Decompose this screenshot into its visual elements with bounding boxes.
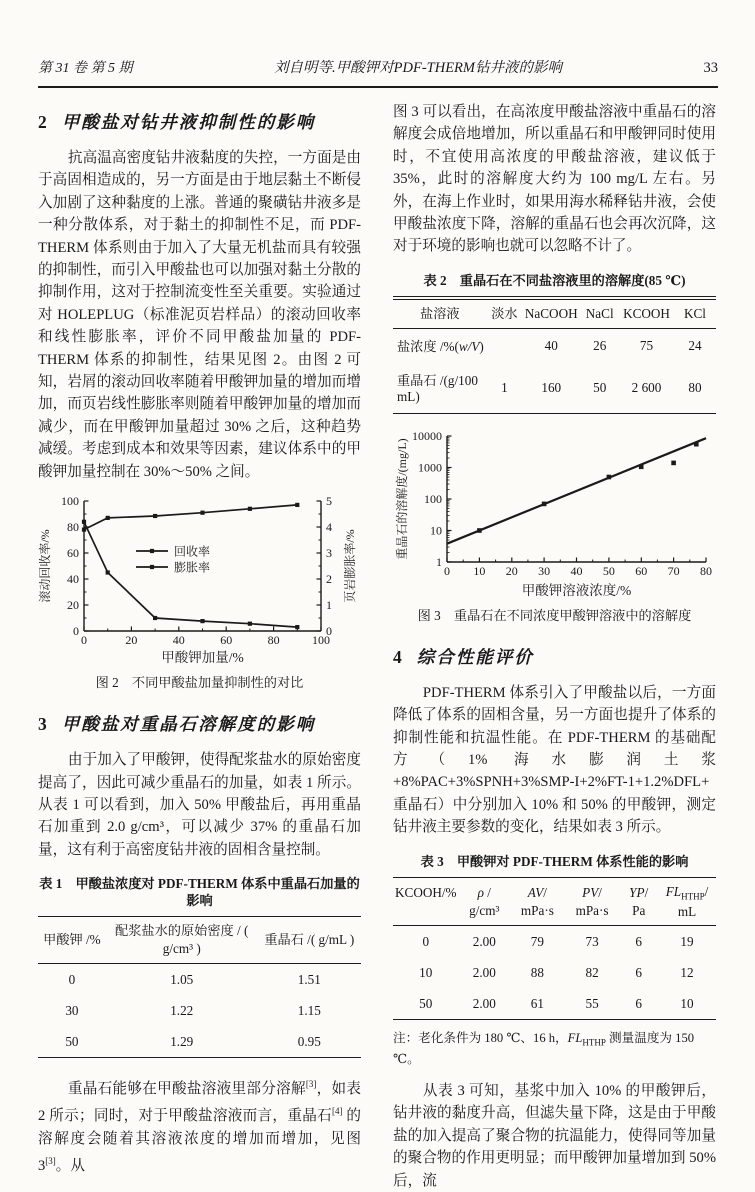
section-4-number: 4 bbox=[393, 646, 402, 667]
svg-text:10: 10 bbox=[430, 523, 442, 538]
svg-text:80: 80 bbox=[700, 563, 712, 578]
svg-text:20: 20 bbox=[505, 563, 518, 578]
svg-text:60: 60 bbox=[220, 633, 233, 648]
section-3-paragraph-2: 重晶石能够在甲酸盐溶液里部分溶解[3]，如表 2 所示；同时，对于甲酸盐溶液而言，重晶石[4] 的溶解度会随着其溶液浓度的增加而增加，见图 3[3]。从 bbox=[38, 1079, 361, 1174]
figure-3-caption: 图 3 重晶石在不同浓度甲酸钾溶液中的溶解度 bbox=[417, 607, 692, 623]
svg-text:80: 80 bbox=[67, 520, 79, 535]
svg-text:10000: 10000 bbox=[412, 428, 442, 443]
svg-text:1000: 1000 bbox=[418, 460, 442, 475]
svg-text:80: 80 bbox=[267, 633, 280, 648]
svg-text:0: 0 bbox=[326, 624, 332, 639]
right-column bbox=[393, 101, 716, 1192]
svg-text:1: 1 bbox=[436, 554, 442, 569]
svg-text:10: 10 bbox=[473, 563, 486, 578]
two-column-body bbox=[38, 101, 718, 1192]
table-2-caption: 表 2 重晶石在不同盐溶液里的溶解度(85 ℃) bbox=[423, 272, 686, 288]
svg-text:4: 4 bbox=[326, 520, 332, 535]
svg-text:1: 1 bbox=[326, 598, 332, 613]
section-3-number: 3 bbox=[38, 714, 47, 735]
section-3-title: 甲酸盐对重晶石溶解度的影响 bbox=[61, 714, 316, 735]
section-2-paragraph: 抗高温高密度钻井液黏度的失控，一方面是由于高固相造成的，另一方面是由于地层黏土不断侵入加剧了这种黏度的上涨。普通的聚磺钻井液多是一种分散体系，对于黏土的抑制性不足，而 PDF-THERM 体系则由于加入了大量无机盐而具有较强的抑制性，而引入甲酸盐也可以加强对黏土分散的抑制作用，这对于控制流变性至关重要。实验通过对 HOLEPLUG（标准泥页岩样品）的滚动回收率和线性膨胀率，评价不同甲酸盐加量的 PDF-THERM 体系的抑制性，结果见图 2。由图 2 可知，岩屑的滚动回收率随着甲酸钾加量的增加而增加，而页岩线性膨胀率则随着甲酸钾加量的增加而减少，而在甲酸钾加量超过 30% 之后，这种趋势减缓。考虑到成本和效果等因素，建议体系中的甲酸钾加量控制在 30%～50% 之间。 bbox=[38, 150, 361, 480]
table-1: 甲酸钾 /% 配浆盐水的原始密度 / ( g/cm³ ) 重晶石 /( g/mL ) 0 1.05 1.51 30 1.22 1.15 50 1.29 0.95 bbox=[38, 916, 361, 1058]
svg-text:70: 70 bbox=[667, 563, 680, 578]
figure-2-chart bbox=[38, 493, 361, 665]
left-column bbox=[38, 101, 361, 1192]
svg-text:0: 0 bbox=[81, 633, 87, 648]
table-3-caption: 表 3 甲酸钾对 PDF-THERM 体系性能的影响 bbox=[420, 853, 689, 869]
journal-issue: 第 31 卷 第 5 期 bbox=[38, 61, 133, 76]
svg-text:30: 30 bbox=[538, 563, 551, 578]
table-1-caption: 表 1 甲酸盐浓度对 PDF-THERM 体系中重晶石加量的影响 bbox=[39, 876, 360, 909]
table-3-note: 注：老化条件为 180 ℃、16 h，$FL_{HTHP}$ 测量温度为 150 ℃。 bbox=[393, 1031, 695, 1066]
section-4-paragraph-1: PDF-THERM 体系引入了甲酸盐以后，一方面降低了体系的固相含量，另一方面也提升了体系的抑制性能和抗温性能。在 PDF-THERM 的基础配方（1% 海水膨润土浆 +8%PAC+3%SPNH+3%SMP-I+2%FT-1+1.2%DFL+ 重晶石）中分别加入 10% 和 50% 的甲酸钾，测定钻井液主要参数的变化，结果如表 3 所示。 bbox=[393, 684, 716, 836]
section-4-title: 综合性能评价 bbox=[416, 646, 534, 667]
section-3-paragraph-1: 由于加入了甲酸钾，使得配浆盐水的原始密度提高了，因此可减少重晶石的加量，如表 1 所示。从表 1 可以看到，加入 50% 甲酸盐后，再用重晶石加重到 2.0 g/cm³，可以减少 37% 的重晶石加量，这有利于高密度钻井液的固相含量控制。 bbox=[38, 752, 361, 858]
svg-text:滚动回收率/%: 滚动回收率/% bbox=[38, 529, 52, 603]
svg-text:3: 3 bbox=[326, 546, 332, 561]
section-2-title: 甲酸盐对钻井液抑制性的影响 bbox=[61, 112, 316, 132]
svg-text:重晶石的溶解度/(mg/L): 重晶石的溶解度/(mg/L) bbox=[395, 438, 409, 560]
svg-text:膨胀率: 膨胀率 bbox=[174, 560, 211, 575]
svg-text:5: 5 bbox=[326, 494, 332, 509]
section-4-heading bbox=[393, 644, 716, 669]
svg-text:60: 60 bbox=[635, 563, 648, 578]
svg-text:40: 40 bbox=[67, 572, 79, 587]
svg-text:20: 20 bbox=[67, 598, 79, 613]
figure-3 bbox=[393, 428, 716, 624]
svg-text:50: 50 bbox=[602, 563, 615, 578]
figure-3-chart bbox=[393, 428, 718, 598]
header-rule bbox=[38, 86, 718, 88]
page-header bbox=[38, 56, 718, 77]
svg-text:40: 40 bbox=[172, 633, 185, 648]
table-3: KCOOH/% ρ / g/cm³ AV/ mPa·s PV/ mPa·s YP/ Pa $FL_{HTHP}/$ mL 0 2.00 79 73 6 19 10 2.00 88 82 6 12 50 2.00 61 55 6 10 bbox=[393, 877, 716, 1021]
svg-text:100: 100 bbox=[312, 633, 330, 648]
section-2-heading bbox=[38, 109, 361, 134]
svg-text:100: 100 bbox=[61, 494, 79, 509]
svg-text:0: 0 bbox=[73, 624, 79, 639]
page-number: 33 bbox=[703, 60, 718, 76]
section-2-number: 2 bbox=[38, 112, 47, 132]
svg-text:回收率: 回收率 bbox=[174, 544, 211, 559]
figure-2 bbox=[38, 493, 361, 691]
continuation-paragraph: 图 3 可以看出，在高浓度甲酸盐溶液中重晶石的溶解度会成倍地增加，所以重晶石和甲酸钾同时使用时，不宜使用高浓度的甲酸盐溶液，建议低于 35%，此时的溶解度大约为 100 mg/L 左右。另外，在海上作业时，如果用海水稀释钻井液，会使甲酸盐浓度下降，溶解的重晶石也会再次沉降，这对于环境的影响也就可以忽略不计了。 bbox=[393, 104, 716, 255]
section-3-heading bbox=[38, 711, 361, 736]
table-2: 盐溶液 淡水 NaCOOH NaCl KCOOH KCl 盐浓度 /%(w/V) 40 26 75 24 重晶石 /(g/100 mL) 1 160 50 2 600 80 bbox=[393, 296, 716, 414]
svg-text:100: 100 bbox=[424, 491, 442, 506]
section-4-paragraph-2: 从表 3 可知，基浆中加入 10% 的甲酸钾后，钻井液的黏度升高，但滤失量下降，这是由于甲酸盐的加入提高了聚合物的抗温能力，使得同等加量的聚合物的作用更明显；而甲酸钾加量增加到 50% 后，流 bbox=[393, 1082, 716, 1189]
svg-text:甲酸钾加量/%: 甲酸钾加量/% bbox=[161, 650, 244, 666]
figure-2-caption: 图 2 不同甲酸盐加量抑制性的对比 bbox=[95, 675, 304, 691]
svg-text:20: 20 bbox=[125, 633, 138, 648]
svg-text:2: 2 bbox=[326, 572, 332, 587]
svg-text:0: 0 bbox=[444, 563, 450, 578]
svg-text:60: 60 bbox=[67, 546, 79, 561]
svg-text:页岩膨胀率/%: 页岩膨胀率/% bbox=[343, 529, 357, 603]
svg-text:甲酸钾溶液浓度/%: 甲酸钾溶液浓度/% bbox=[521, 582, 632, 598]
running-title: 刘自明等.甲酸钾对PDF-THERM钻井液的影响 bbox=[274, 60, 562, 76]
svg-text:40: 40 bbox=[570, 563, 583, 578]
